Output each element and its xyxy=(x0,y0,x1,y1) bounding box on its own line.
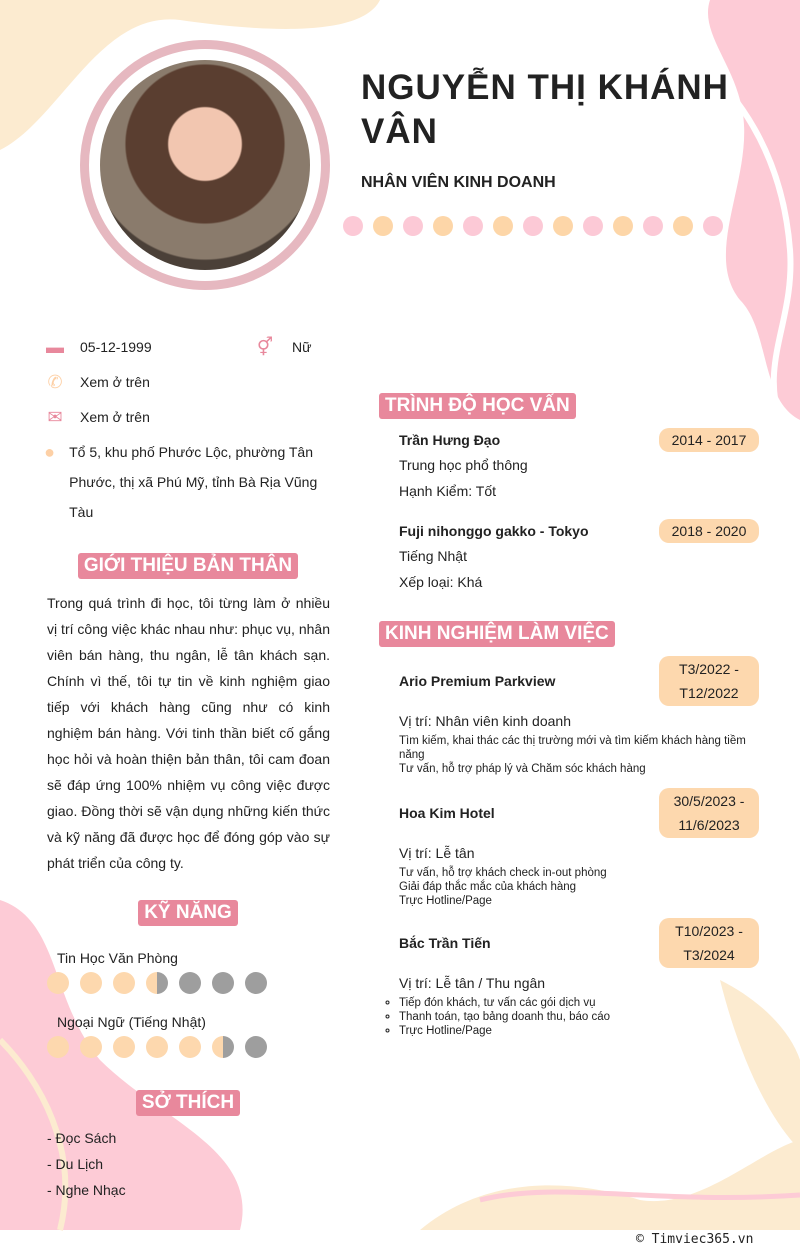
position: Vị trí: Lễ tân xyxy=(399,845,475,861)
decorative-dot xyxy=(433,216,453,236)
school-name: Fuji nihonggo gakko - Tokyo xyxy=(399,523,589,539)
experience-entry xyxy=(399,788,767,908)
education-entry xyxy=(399,428,759,504)
period-badge xyxy=(659,656,759,706)
skill-dot xyxy=(212,972,234,994)
about-text: Trong quá trình đi học, tôi từng làm ở nhiều vị trí công việc khác nhau như: phục vụ, nhân viên bán hàng, thu ngân, lễ tân khách sạn. Chính vì thế, tôi tự tin về kinh nghiệm giao tiếp với khách hàng cũng như có kinh nghiệm bán hàng. Với tinh thần biết cố gắng học hỏi và hoàn thiện bản thân, tôi cam đoan sẽ đáp ứng 100% nhiệm vụ công việc được giao. Đồng thời sẽ vận dụng những kiến thức và kỹ năng đã được học để đóng góp vào sự phát triển của công ty. xyxy=(47,595,330,871)
company-name: Hoa Kim Hotel xyxy=(399,805,495,821)
decorative-dot xyxy=(403,216,423,236)
task-item: Trực Hotline/Page xyxy=(399,895,492,907)
decorative-dot xyxy=(373,216,393,236)
job-title: NHÂN VIÊN KINH DOANH xyxy=(361,174,556,191)
education-detail: Hạnh Kiểm: Tốt xyxy=(399,483,497,499)
location-pin-icon: ● xyxy=(44,442,55,462)
task-item: ◦ Trực Hotline/Page xyxy=(399,1024,767,1038)
decorative-dot xyxy=(463,216,483,236)
task-item: ◦ Tiếp đón khách, tư vấn các gói dịch vụ xyxy=(399,996,767,1010)
skill-dot xyxy=(179,1036,201,1058)
birthday-row xyxy=(44,332,152,362)
period-badge: 2018 - 2020 xyxy=(659,519,759,543)
company-name: Ario Premium Parkview xyxy=(399,673,556,689)
task-item: Tư vấn, hỗ trợ pháp lý và Chăm sóc khách hàng xyxy=(399,763,646,775)
hobby-item: - Nghe Nhạc xyxy=(47,1182,126,1198)
education-heading: TRÌNH ĐỘ HỌC VẤN xyxy=(379,393,576,419)
period-end: T12/2022 xyxy=(679,685,739,701)
hobbies-heading: SỞ THÍCH xyxy=(136,1090,240,1116)
decorative-dot xyxy=(343,216,363,236)
education-entry xyxy=(399,519,759,595)
decorative-dot xyxy=(703,216,723,236)
skill-dot xyxy=(47,972,69,994)
period-end: T3/2024 xyxy=(683,947,735,963)
skill-rating xyxy=(47,972,267,994)
decorative-dot xyxy=(583,216,603,236)
hobby-list xyxy=(47,1125,126,1203)
period-badge xyxy=(659,918,759,968)
skill-label: Tin Học Văn Phòng xyxy=(57,950,178,966)
skill-dot xyxy=(80,1036,102,1058)
skill-dot xyxy=(245,1036,267,1058)
company-name: Bắc Trần Tiến xyxy=(399,935,491,951)
skill-dot xyxy=(179,972,201,994)
gender-value: Nữ xyxy=(292,339,312,355)
task-item: ◦ Thanh toán, tạo bảng doanh thu, báo cáo xyxy=(399,1010,767,1024)
education-detail: Trung học phổ thông xyxy=(399,457,528,473)
decorative-dot xyxy=(643,216,663,236)
period-end: 11/6/2023 xyxy=(678,817,740,833)
period-badge: 2014 - 2017 xyxy=(659,428,759,452)
gender-row xyxy=(254,332,311,362)
period-badge xyxy=(659,788,759,838)
skill-dot xyxy=(212,1036,234,1058)
position: Vị trí: Nhân viên kinh doanh xyxy=(399,713,571,729)
period-start: 30/5/2023 - xyxy=(673,793,745,809)
task-list xyxy=(383,996,767,1038)
experience-entry xyxy=(399,918,767,1038)
address-value: Tổ 5, khu phố Phước Lộc, phường Tân Phước, thị xã Phú Mỹ, tỉnh Bà Rịa Vũng Tàu xyxy=(69,444,318,520)
footer-credit: © Timviec365.vn xyxy=(636,1232,754,1247)
email-row xyxy=(44,402,150,432)
decorative-dot xyxy=(553,216,573,236)
phone-value: Xem ở trên xyxy=(80,374,150,390)
period-start: T10/2023 - xyxy=(675,923,743,939)
task-item: Tìm kiếm, khai thác các thị trường mới và tìm kiếm khách hàng tiềm năng xyxy=(399,735,746,761)
hobby-item: - Đọc Sách xyxy=(47,1130,117,1146)
skills-heading: KỸ NĂNG xyxy=(138,900,238,926)
birthday-value: 05-12-1999 xyxy=(80,339,152,355)
avatar xyxy=(100,60,310,270)
mail-icon: ✉ xyxy=(47,407,63,427)
skill-rating xyxy=(47,1036,267,1058)
experience-heading: KINH NGHIỆM LÀM VIỆC xyxy=(379,621,615,647)
phone-row xyxy=(44,367,150,397)
hobby-item: - Du Lịch xyxy=(47,1156,104,1172)
email-value: Xem ở trên xyxy=(80,409,150,425)
decorative-dot xyxy=(673,216,693,236)
task-item: Tư vấn, hỗ trợ khách check in-out phòng xyxy=(399,867,607,879)
experience-entry xyxy=(399,656,767,776)
skill-dot xyxy=(146,972,168,994)
skill-label: Ngoại Ngữ (Tiếng Nhật) xyxy=(57,1014,206,1030)
birthday-cake-icon: ▬ xyxy=(46,337,64,357)
decorative-dot xyxy=(523,216,543,236)
position: Vị trí: Lễ tân / Thu ngân xyxy=(399,975,546,991)
decorative-dots xyxy=(343,216,723,236)
decorative-dot xyxy=(613,216,633,236)
about-heading: GIỚI THIỆU BẢN THÂN xyxy=(78,553,298,579)
decorative-dot xyxy=(493,216,513,236)
gender-icon: ⚥ xyxy=(256,337,274,357)
education-detail: Xếp loại: Khá xyxy=(399,574,483,590)
period-start: T3/2022 - xyxy=(679,661,739,677)
skill-dot xyxy=(113,1036,135,1058)
skill-dot xyxy=(80,972,102,994)
skill-dot xyxy=(47,1036,69,1058)
school-name: Trần Hưng Đạo xyxy=(399,432,501,448)
full-name: NGUYỄN THỊ KHÁNH VÂN xyxy=(361,68,729,151)
skill-dot xyxy=(146,1036,168,1058)
skill-dot xyxy=(113,972,135,994)
skill-list xyxy=(47,950,267,1058)
address-row xyxy=(44,437,334,527)
task-list xyxy=(399,734,767,776)
skill-dot xyxy=(245,972,267,994)
phone-icon: ✆ xyxy=(47,372,63,392)
task-item: Giải đáp thắc mắc của khách hàng xyxy=(399,881,577,893)
task-list xyxy=(399,866,767,908)
education-detail: Tiếng Nhật xyxy=(399,548,467,564)
